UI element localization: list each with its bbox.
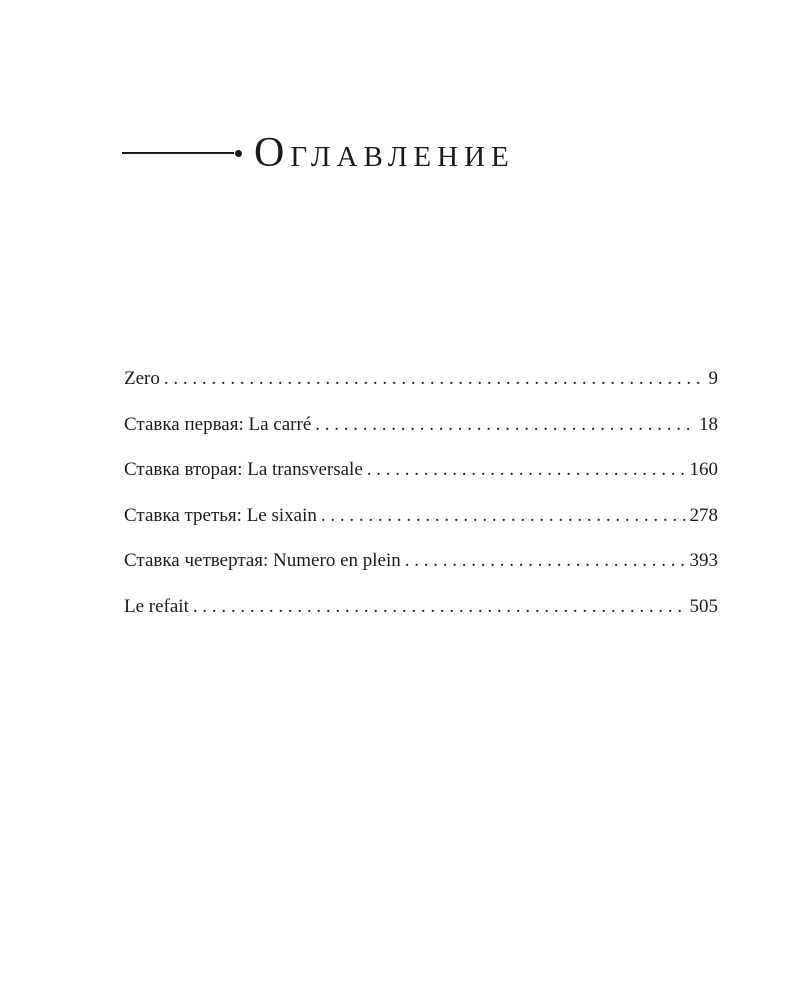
toc-dot-leader	[315, 411, 695, 439]
toc-entry[interactable]	[124, 593, 718, 639]
toc-entry[interactable]	[124, 411, 718, 457]
toc-page-number: 393	[689, 550, 718, 571]
heading-ornament-dot	[235, 150, 242, 157]
toc-page-number: 18	[699, 413, 718, 435]
toc-entry-title: Zero	[124, 368, 160, 389]
toc-entry-title: Ставка вторая: La transversale	[124, 459, 363, 480]
toc-page-number: 505	[689, 595, 718, 617]
toc-page-number: 9	[708, 368, 718, 389]
toc-entry[interactable]	[124, 502, 718, 548]
heading-ornament-rule	[122, 152, 234, 154]
toc-dot-leader	[321, 502, 686, 530]
contents-heading	[122, 118, 515, 188]
toc-page-number: 278	[689, 504, 718, 526]
toc-entry[interactable]	[124, 365, 718, 411]
toc-entry[interactable]	[124, 547, 718, 593]
table-of-contents	[124, 365, 718, 638]
toc-entry[interactable]	[124, 456, 718, 502]
toc-entry-title: Ставка третья: Le sixain	[124, 504, 317, 526]
page-title: Оглавление	[254, 130, 515, 176]
toc-dot-leader	[164, 365, 705, 393]
toc-page-number: 160	[689, 459, 718, 480]
toc-entry-title: Ставка первая: La carré	[124, 413, 312, 435]
toc-entry-title: Le refait	[124, 595, 189, 617]
toc-entry-title: Ставка четвертая: Numero en plein	[124, 550, 401, 571]
toc-dot-leader	[193, 593, 686, 621]
toc-dot-leader	[405, 547, 686, 575]
toc-dot-leader	[367, 456, 686, 484]
